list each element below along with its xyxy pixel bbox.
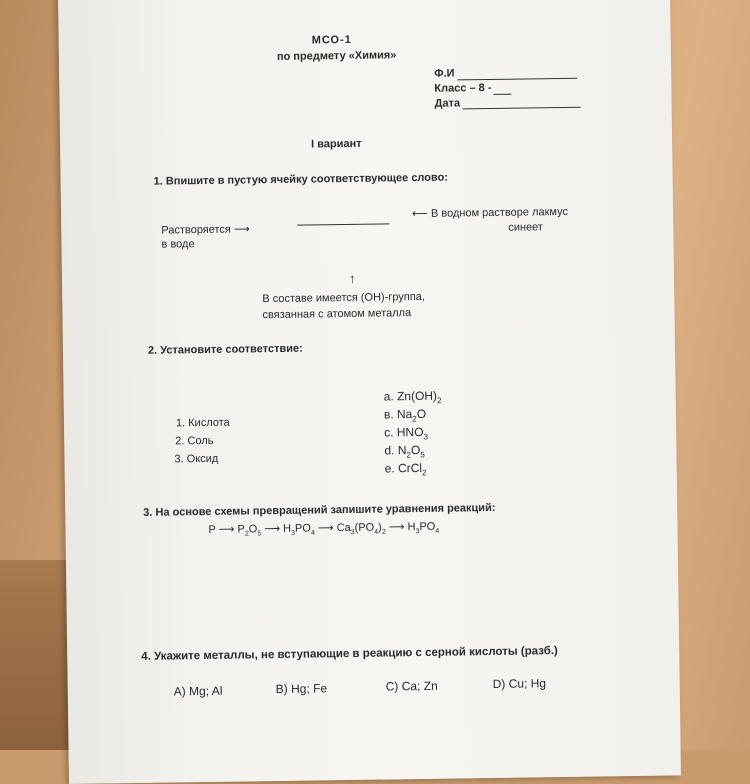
date-line[interactable] — [462, 95, 580, 110]
formula-e: е. CrCl$_2$ — [384, 460, 427, 478]
class-label: Класс – 8 - — [434, 81, 492, 95]
category-3: 3. Оксид — [174, 452, 219, 466]
class-line[interactable] — [493, 82, 511, 95]
task-1-answer-cell[interactable] — [297, 211, 389, 225]
task-1-title: 1. Впишите в пустую ячейку соответствующее слово: — [153, 171, 449, 188]
formula-d: d. $N_2O_5$ — [384, 442, 425, 460]
answer-b[interactable]: B) Hg; Fe — [275, 681, 328, 697]
variant-label: I вариант — [311, 137, 362, 151]
reaction-scheme: P ⟶ $P_2O_5$ ⟶ $H_3PO_4$ ⟶ $Ca_3(PO_4)_2$ ⟶ $H_3PO_4$ — [208, 520, 440, 538]
task-1-bottom-clue: В составе имеется (ОН)-группа, — [262, 290, 426, 306]
task-1-bottom-clue-2: связанная с атомом металла — [262, 307, 412, 322]
worksheet — [58, 0, 681, 784]
date-label: Дата — [434, 97, 461, 110]
formula-a: а. $Zn(OH)_2$ — [383, 388, 442, 406]
task-1-right-clue-2: синеет — [508, 221, 544, 234]
formula-c: с. $HNO_3$ — [384, 424, 429, 442]
task-3-title: 3. На основе схемы превращений запишите уравнения реакций: — [143, 501, 496, 519]
answer-c[interactable]: C) Ca; Zn — [385, 678, 438, 694]
answer-a[interactable]: A) Mg; Al — [173, 683, 223, 699]
task-1-right-clue: ⟵ В водном растворе лакмус — [412, 205, 569, 221]
task-1-left-clue-2: в воде — [161, 238, 195, 251]
formula-b: в. $Na_2O$ — [383, 406, 427, 424]
doc-title: МСО-1 — [311, 33, 352, 47]
doc-subtitle: по предмету «Химия» — [276, 49, 397, 63]
task-2-title: 2. Установите соответствие: — [147, 342, 303, 357]
name-line[interactable] — [457, 66, 577, 81]
category-2: 2. Соль — [175, 434, 214, 448]
category-1: 1. Кислота — [175, 416, 230, 430]
up-arrow-icon: ↑ — [348, 270, 356, 286]
answer-d[interactable]: D) Cu; Hg — [492, 676, 547, 691]
task-4-title: 4. Укажите металлы, не вступающие в реакцию с серной кислоты (разб.) — [141, 645, 558, 663]
name-label: Ф.И — [434, 67, 455, 80]
task-1-left-clue: Растворяется ⟶ — [161, 223, 250, 237]
